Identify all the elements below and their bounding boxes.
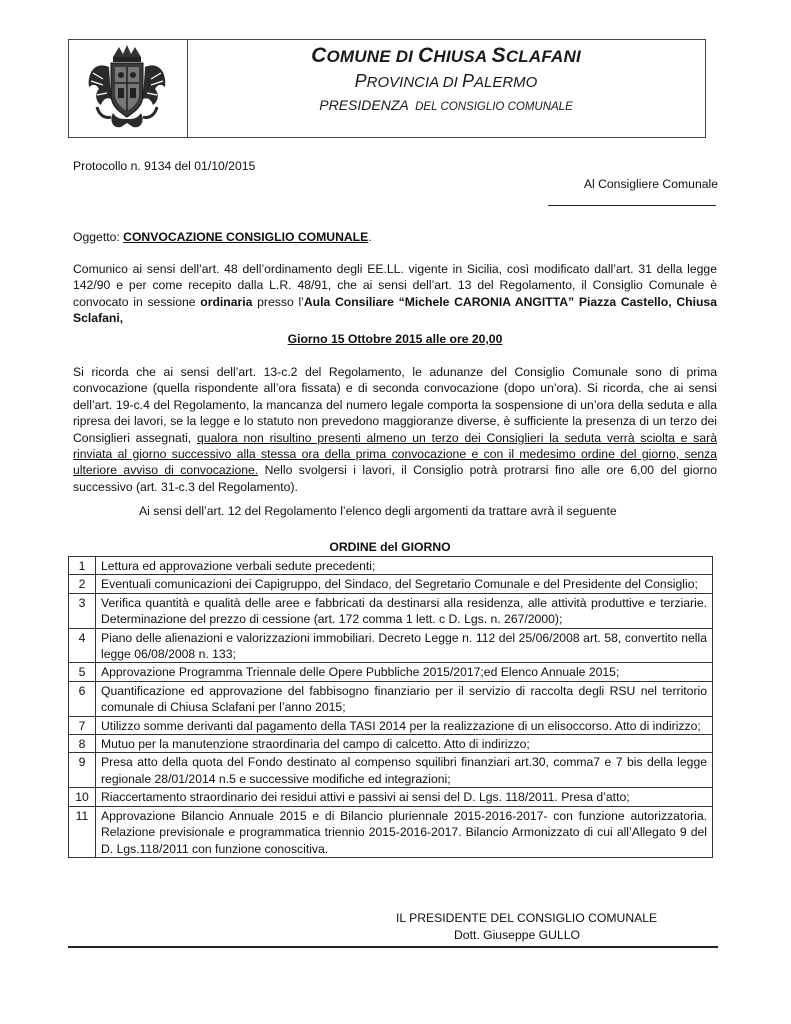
agenda-item-number: 3 [69, 593, 96, 628]
agenda-item-number: 11 [69, 806, 96, 857]
agenda-row [69, 735, 713, 753]
agenda-intro: Ai sensi dell’art. 12 del Regolamento l’elenco degli argomenti da trattare avrà il seguente [139, 504, 617, 518]
agenda-row [69, 628, 713, 663]
agenda-item-text: Piano delle alienazioni e valorizzazioni immobiliari. Decreto Legge n. 112 del 25/06/2008 art. 58, convertito nella legge 06/08/2008 n. 133; [96, 628, 713, 663]
agenda-item-number: 8 [69, 735, 96, 753]
adjournment-rule: qualora non risultino presenti almeno un terzo dei Consiglieri la seduta verrà sciolta e sarà rinviata al giorno successivo alla stessa ora della prima convocazione e con il medesimo ordine del giorno, senza ulteriore avviso di convocazione. [73, 430, 717, 478]
agenda-item-number: 9 [69, 753, 96, 788]
letterhead [68, 39, 706, 138]
signatory-name: Dott. Giuseppe GULLO [454, 928, 580, 942]
municipality-title: COMUNE DI CHIUSA SCLAFANI [311, 44, 581, 67]
agenda-title: ORDINE del GIORNO [329, 540, 451, 554]
agenda-item-number: 1 [69, 557, 96, 575]
agenda-item-number: 2 [69, 575, 96, 593]
agenda-item-text: Lettura ed approvazione verbali sedute precedenti; [96, 557, 713, 575]
letterhead-titles [187, 46, 705, 115]
agenda-item-number: 5 [69, 663, 96, 681]
meeting-location: Aula Consiliare “Michele CARONIA ANGITTA” Piazza Castello, Chiusa Sclafani, [73, 294, 717, 326]
agenda-item-text: Approvazione Programma Triennale delle Opere Pubbliche 2015/2017;ed Elenco Annuale 2015; [96, 663, 713, 681]
agenda-item-text: Approvazione Bilancio Annuale 2015 e di Bilancio pluriennale 2015-2016-2017- con funzione autorizzatoria. Relazione previsionale e programmatica triennio 2015-2016-2017. Bilancio Armonizzato di cui all’Allegato 9 del D. Lgs.118/2011 con funzione conoscitiva. [96, 806, 713, 857]
protocol-number: Protocollo n. 9134 del 01/10/2015 [73, 159, 256, 173]
agenda-row [69, 788, 713, 806]
crest-cell [69, 40, 188, 137]
footer-divider [68, 946, 718, 948]
province-subtitle: PROVINCIA DI PALERMO [354, 71, 538, 92]
agenda-item-number: 7 [69, 716, 96, 734]
office-subtitle: PRESIDENZA DEL CONSIGLIO COMUNALE [319, 96, 573, 113]
coat-of-arms-icon [83, 43, 171, 133]
recipient: Al Consigliere Comunale [583, 177, 718, 191]
agenda-row [69, 806, 713, 857]
convocation-paragraph: Comunico ai sensi dell’art. 48 dell’ordinamento degli EE.LL. vigente in Sicilia, così modificato dall’art. 31 della legge 142/90 e per come recepito dalla L.R. 48/91, che ai sensi dell’art. 13 del Regolamento, il Consiglio Comunale è convocato in sessione ordinaria presso l’Aula Consiliare “Michele CARONIA ANGITTA” Piazza Castello, Chiusa Sclafani, [73, 262, 717, 326]
agenda-item-number: 6 [69, 681, 96, 716]
agenda-row [69, 663, 713, 681]
agenda-item-text: Quantificazione ed approvazione del fabbisogno finanziario per il servizio di raccolta degli RSU nel territorio comunale di Chiusa Sclafani per l’anno 2015; [96, 681, 713, 716]
agenda-row [69, 681, 713, 716]
agenda-row [69, 753, 713, 788]
agenda-item-text: Presa atto della quota del Fondo destinato al compenso squilibri finanziari art.30, comma7 e 7 bis della legge regionale 28/01/2014 n.5 e successive modifiche ed integrazioni; [96, 753, 713, 788]
subject-text: CONVOCAZIONE CONSIGLIO COMUNALE [123, 230, 369, 244]
subject-line: Oggetto: CONVOCAZIONE CONSIGLIO COMUNALE. [73, 230, 372, 244]
agenda-item-number: 10 [69, 788, 96, 806]
meeting-date: Giorno 15 Ottobre 2015 alle ore 20,00 [287, 332, 503, 346]
agenda-table [68, 556, 713, 858]
agenda-item-text: Eventuali comunicazioni dei Capigruppo, del Sindaco, del Segretario Comunale e del Presidente del Consiglio; [96, 575, 713, 593]
agenda-row [69, 557, 713, 575]
agenda-item-text: Verifica quantità e qualità delle aree e fabbricati da destinarsi alla residenza, alle attività produttive e terziarie. Determinazione del prezzo di cessione (art. 172 comma 1 lett. c D. Lgs. n. 267/2000); [96, 593, 713, 628]
agenda-row [69, 575, 713, 593]
signatory-role: IL PRESIDENTE DEL CONSIGLIO COMUNALE [396, 911, 658, 925]
agenda-row [69, 593, 713, 628]
signature-block [396, 910, 657, 944]
agenda-item-text: Mutuo per la manutenzione straordinaria del campo di calcetto. Atto di indirizzo; [96, 735, 713, 753]
agenda-item-number: 4 [69, 628, 96, 663]
rules-paragraph: Si ricorda che ai sensi dell’art. 13-c.2 del Regolamento, le adunanze del Consiglio Comunale sono di prima convocazione (quella rispondente all’ora fissata) e di seconda convocazione (dopo un’ora). Si ricorda, che ai sensi dell’art. 19-c.4 del Regolamento, la mancanza del numero legale comporta la sospensione di un’ora della seduta e alla ripresa dei lavori, se la legge e lo statuto non prevedono maggioranze diverse, è sufficiente la presenza di un terzo dei Consiglieri assegnati, qualora non risultino presenti almeno un terzo dei Consiglieri la seduta verrà sciolta e sarà rinviata al giorno successivo alla stessa ora della prima convocazione e con il medesimo ordine del giorno, senza ulteriore avviso di convocazione. Nello svolgersi i lavori, il Consiglio potrà protrarsi fino alle ore 6,00 del giorno successivo (art. 31-c.3 del Regolamento). [73, 365, 717, 494]
agenda-row [69, 716, 713, 734]
agenda-item-text: Riaccertamento straordinario dei residui attivi e passivi ai sensi del D. Lgs. 118/2011. Presa d’atto; [96, 788, 713, 806]
recipient-name-line [548, 205, 716, 206]
agenda-item-text: Utilizzo somme derivanti dal pagamento della TASI 2014 per la realizzazione di un elisoccorso. Atto di indirizzo; [96, 716, 713, 734]
